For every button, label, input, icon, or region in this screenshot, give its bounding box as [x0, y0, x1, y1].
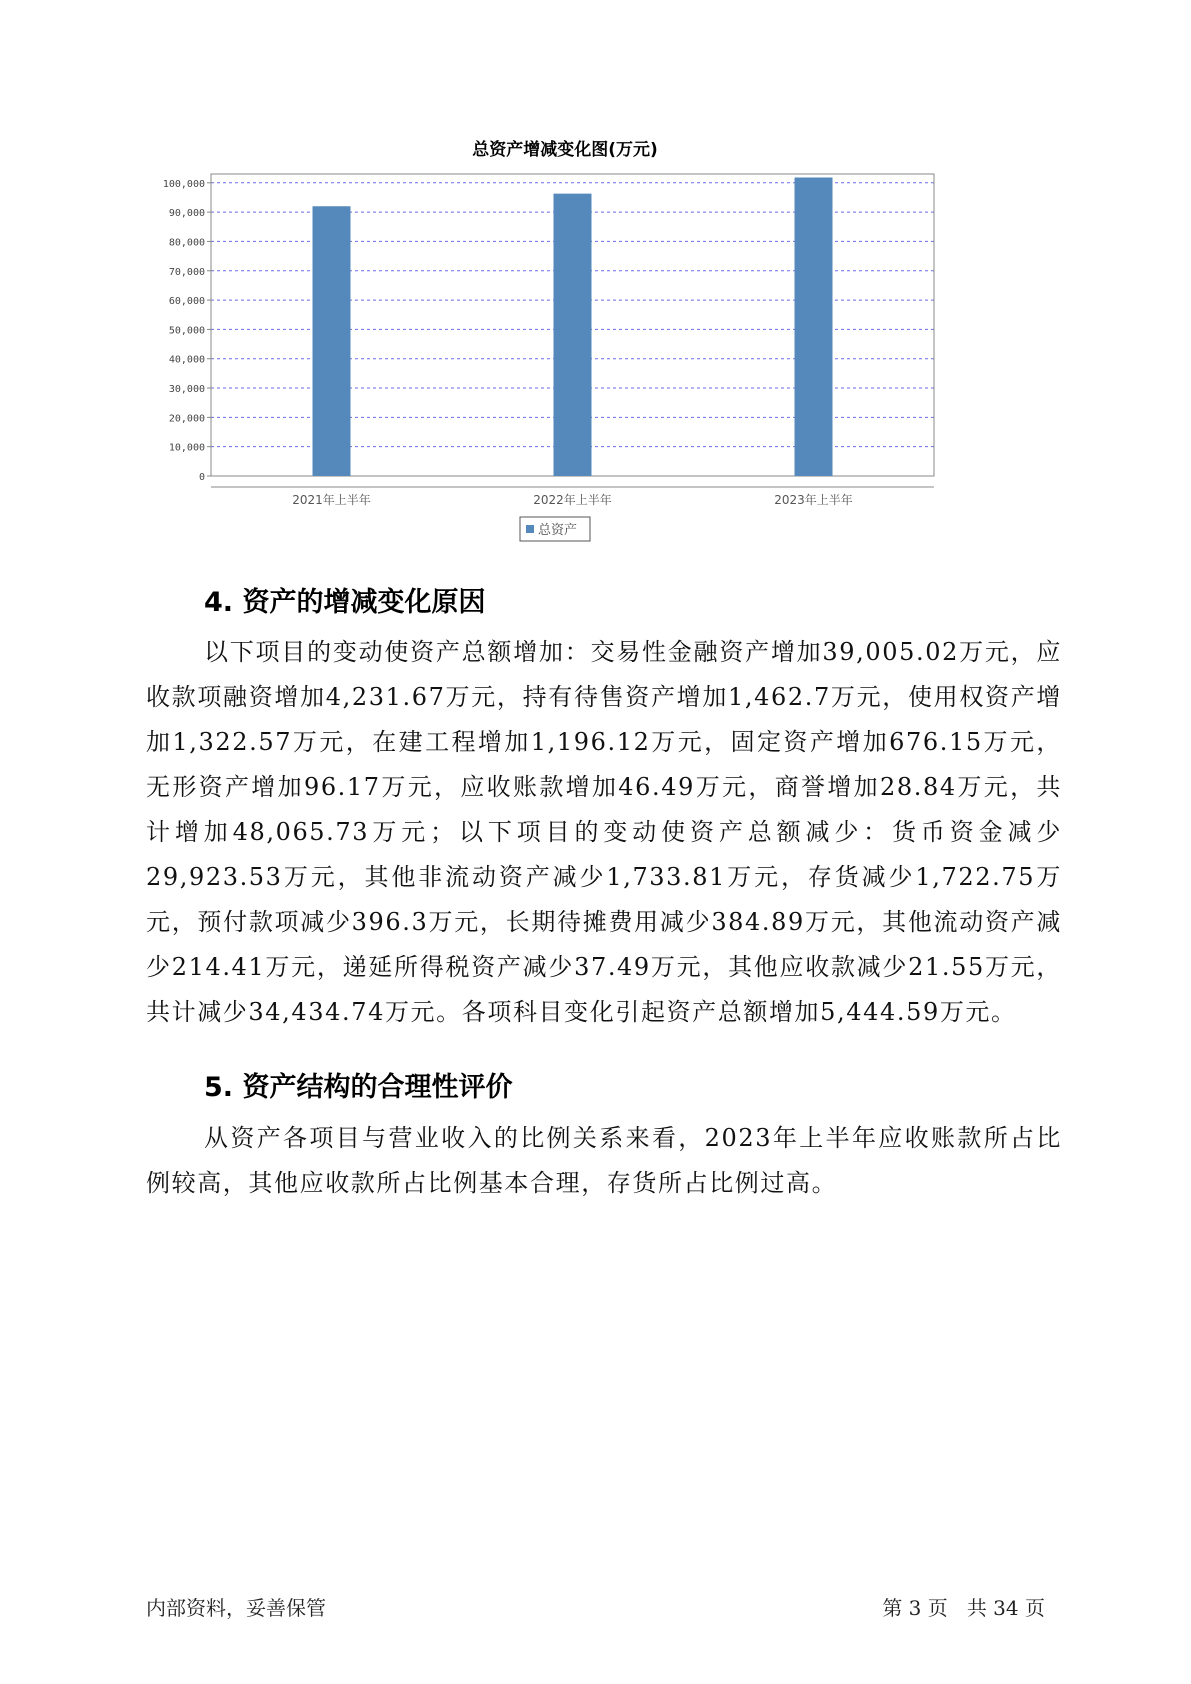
y-axis-ticks [163, 179, 211, 483]
footer-page-number: 第 3 页 共 34 页 [882, 1596, 1045, 1620]
y-tick-label: 90,000 [168, 208, 205, 220]
bar-2023年上半年 [795, 178, 833, 476]
chart-title: 总资产增减变化图(万元) [472, 140, 658, 160]
bar-2021年上半年 [313, 206, 351, 476]
footer-confidential-note: 内部资料，妥善保管 [146, 1596, 326, 1620]
x-axis-ticks [211, 487, 934, 507]
y-tick-label: 40,000 [168, 354, 205, 366]
y-tick-label: 0 [198, 472, 205, 483]
total-assets-bar-chart [150, 138, 1050, 598]
y-tick-label: 60,000 [168, 296, 205, 308]
chart-legend [520, 517, 590, 541]
y-tick-label: 100,000 [162, 178, 205, 190]
x-tick-label: 2023年上半年 [774, 493, 853, 507]
paragraph-asset-structure-evaluation: 从资产各项目与营业收入的比例关系来看，2023年上半年应收账款所占比例较高，其他应收款所占比例基本合理，存货所占比例过高。 [146, 1124, 1062, 1197]
y-tick-label: 30,000 [168, 384, 205, 396]
y-tick-label: 20,000 [168, 413, 205, 425]
y-tick-label: 70,000 [168, 266, 205, 278]
section-heading-asset-structure-evaluation: 5. 资产结构的合理性评价 [204, 1072, 513, 1103]
legend-swatch [526, 525, 534, 533]
y-tick-label: 80,000 [168, 237, 205, 249]
x-tick-label: 2022年上半年 [533, 493, 612, 507]
y-tick-label: 50,000 [168, 325, 205, 337]
y-tick-label: 10,000 [168, 442, 205, 454]
section-heading-asset-change-reasons: 4. 资产的增减变化原因 [204, 587, 486, 618]
paragraph-asset-change-reasons: 以下项目的变动使资产总额增加：交易性金融资产增加39,005.02万元，应收款项融资增加4,231.67万元，持有待售资产增加1,462.7万元，使用权资产增加1,322.57万元，在建工程增加1,196.12万元，固定资产增加676.15万元，无形资产增加96.17万元，应收账款增加46.49万元，商誉增加28.84万元，共计增加48,065.73万元；以下项目的变动使资产总额减少：货币资金减少29,923.53万元，其他非流动资产减少1,733.81万元，存货减少1,722.75万元，预付款项减少396.3万元，长期待摊费用减少384.89万元，其他流动资产减少214.41万元，递延所得税资产减少37.49万元，其他应收款减少21.55万元，共计减少34,434.74万元。各项科目变化引起资产总额增加5,444.59万元。 [146, 638, 1062, 1026]
x-tick-label: 2021年上半年 [292, 493, 371, 507]
legend-label: 总资产 [538, 523, 578, 538]
chart-bars [313, 178, 833, 476]
bar-2022年上半年 [554, 194, 592, 476]
